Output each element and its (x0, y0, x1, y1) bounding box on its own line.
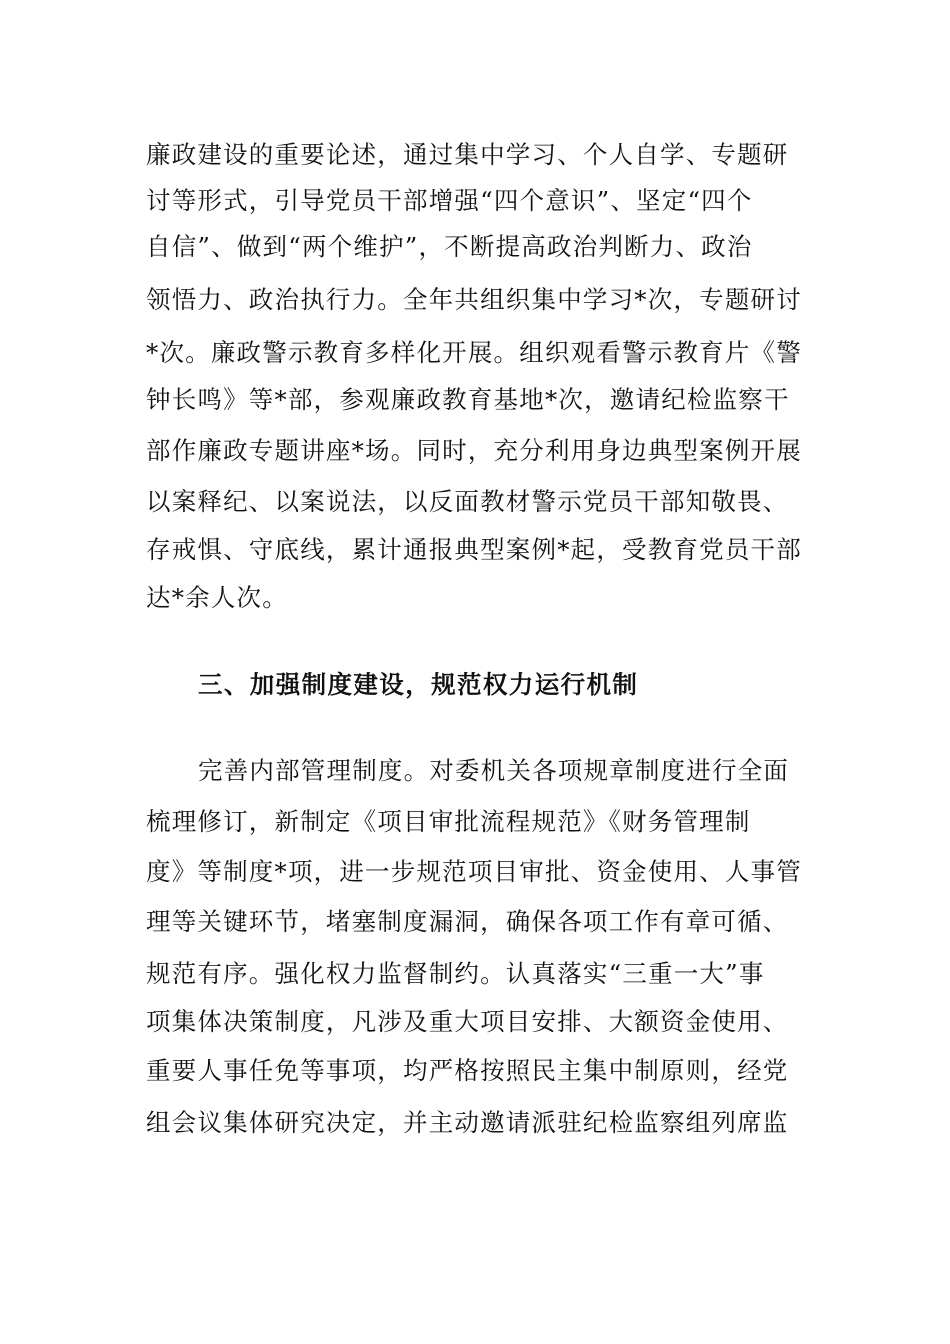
text-line: 规范有序。强化权力监督制约。认真落实“三重一大”事 (146, 959, 765, 988)
text-line: 理等关键环节，堵塞制度漏洞，确保各项工作有章可循、 (146, 907, 789, 936)
text-line: 讨等形式，引导党员干部增强“四个意识”、坚定“四个 (146, 186, 753, 215)
text-line: 廉政建设的重要论述，通过集中学习、个人自学、专题研 (146, 140, 789, 169)
text-line: 领悟力、政治执行力。全年共组织集中学习*次，专题研讨 (146, 285, 802, 314)
text-line: 梳理修订，新制定《项目审批流程规范》《财务管理制 (146, 807, 751, 836)
text-line: 组会议集体研究决定，并主动邀请派驻纪检监察组列席监 (146, 1108, 789, 1137)
text-line: 完善内部管理制度。对委机关各项规章制度进行全面 (198, 756, 790, 785)
text-line: 钟长鸣》等*部，参观廉政教育基地*次，邀请纪检监察干 (146, 385, 790, 414)
text-line: 部作廉政专题讲座*场。同时，充分利用身边典型案例开展 (146, 436, 802, 465)
text-line: 存戒惧、守底线，累计通报典型案例*起，受教育党员干部 (146, 535, 802, 564)
text-line: 度》等制度*项，进一步规范项目审批、资金使用、人事管 (146, 857, 802, 886)
text-line: 以案释纪、以案说法，以反面教材警示党员干部知敬畏、 (146, 487, 789, 516)
text-line: 重要人事任免等事项，均严格按照民主集中制原则，经党 (146, 1056, 789, 1085)
text-line: 项集体决策制度，凡涉及重大项目安排、大额资金使用、 (146, 1007, 789, 1036)
section-heading: 三、加强制度建设，规范权力运行机制 (198, 670, 639, 699)
text-line: 达*余人次。 (146, 583, 288, 612)
text-line: *次。廉政警示教育多样化开展。组织观看警示教育片《警 (146, 338, 802, 367)
text-line: 自信”、做到“两个维护”，不断提高政治判断力、政治 (146, 232, 753, 261)
